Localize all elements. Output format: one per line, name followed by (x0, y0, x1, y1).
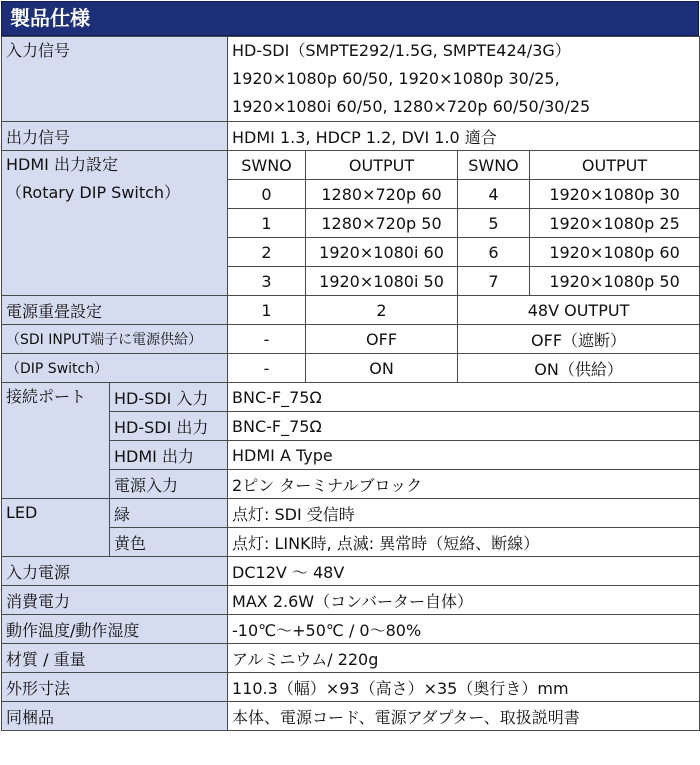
led-name: 緑 (110, 499, 228, 528)
swno-cell: 3 (228, 267, 306, 296)
spec-row (2, 673, 700, 702)
port-row (2, 383, 700, 412)
output-cell: 1280×720p 60 (306, 180, 458, 209)
led-name: 黄色 (110, 528, 228, 557)
dip-2-header: 2 (306, 296, 458, 325)
spec-row (2, 644, 700, 673)
hdmi-setting-label-2: （Rotary DIP Switch） (6, 183, 181, 202)
spec-label: 入力電源 (2, 557, 228, 586)
port-name: HD-SDI 出力 (110, 412, 228, 441)
output-cell: 1920×1080p 60 (530, 238, 700, 267)
input-signal-line: 1920×1080p 60/50, 1920×1080p 30/25, (232, 69, 560, 88)
output-cell: 1280×720p 50 (306, 209, 458, 238)
swno-cell: 4 (458, 180, 530, 209)
spec-row (2, 557, 700, 586)
port-name: HDMI 出力 (110, 441, 228, 470)
spec-label: 外形寸法 (2, 673, 228, 702)
power-overlay-label-3: （DIP Switch） (2, 354, 228, 383)
hdmi-setting-label-1: HDMI 出力設定 (6, 155, 118, 174)
spec-value: DC12V 〜 48V (228, 557, 700, 586)
swno-cell: 6 (458, 238, 530, 267)
output-signal-label: 出力信号 (2, 122, 228, 151)
swno-cell: 1 (228, 209, 306, 238)
power-overlay-row (2, 325, 700, 354)
port-value: BNC-F_75Ω (228, 383, 700, 412)
48v-output-cell: ON（供給） (458, 354, 700, 383)
spec-value: 本体、電源コード、電源アダプター、取扱説明書 (228, 702, 700, 731)
output-cell: 1920×1080i 50 (306, 267, 458, 296)
row-input-signal (2, 37, 700, 122)
dip-1-cell: - (228, 325, 306, 354)
swno-cell: 5 (458, 209, 530, 238)
input-signal-line: 1920×1080i 60/50, 1280×720p 60/50/30/25 (232, 97, 591, 116)
port-value: 2ピン ターミナルブロック (228, 470, 700, 499)
output-signal-value: HDMI 1.3, HDCP 1.2, DVI 1.0 適合 (228, 122, 700, 151)
output-cell: 1920×1080p 25 (530, 209, 700, 238)
spec-label: 動作温度/動作湿度 (2, 615, 228, 644)
led-label: LED (2, 499, 110, 557)
spec-row (2, 615, 700, 644)
output-header: OUTPUT (306, 151, 458, 180)
swno-cell: 0 (228, 180, 306, 209)
row-output-signal (2, 122, 700, 151)
output-cell: 1920×1080p 50 (530, 267, 700, 296)
spec-row (2, 702, 700, 731)
dip-1-header: 1 (228, 296, 306, 325)
spec-value: アルミニウム/ 220g (228, 644, 700, 673)
swno-header: SWNO (228, 151, 306, 180)
spec-table (1, 36, 700, 731)
port-value: BNC-F_75Ω (228, 412, 700, 441)
power-overlay-row (2, 354, 700, 383)
port-value: HDMI A Type (228, 441, 700, 470)
row-hdmi-setting-head (2, 151, 700, 180)
dip-2-cell: ON (306, 354, 458, 383)
48v-output-header: 48V OUTPUT (458, 296, 700, 325)
spec-value: 110.3（幅）×93（高さ）×35（奥行き）mm (228, 673, 700, 702)
48v-output-cell: OFF（遮断） (458, 325, 700, 354)
dip-1-cell: - (228, 354, 306, 383)
power-overlay-label-2: （SDI INPUT端子に電源供給） (2, 325, 228, 354)
row-power-overlay-head (2, 296, 700, 325)
spec-label: 消費電力 (2, 586, 228, 615)
input-signal-label: 入力信号 (2, 37, 228, 122)
spec-label: 材質 / 重量 (2, 644, 228, 673)
page-title: 製品仕様 (1, 1, 699, 36)
power-overlay-label-1: 電源重畳設定 (2, 296, 228, 325)
hdmi-setting-label (2, 151, 228, 296)
spec-sheet (1, 1, 699, 763)
port-name: HD-SDI 入力 (110, 383, 228, 412)
input-signal-line: HD-SDI（SMPTE292/1.5G, SMPTE424/3G） (232, 41, 571, 60)
spec-row (2, 586, 700, 615)
led-row (2, 499, 700, 528)
ports-label: 接続ポート (2, 383, 110, 499)
output-cell: 1920×1080i 60 (306, 238, 458, 267)
input-signal-value (228, 37, 700, 122)
swno-header: SWNO (458, 151, 530, 180)
output-header: OUTPUT (530, 151, 700, 180)
swno-cell: 2 (228, 238, 306, 267)
spec-label: 同梱品 (2, 702, 228, 731)
led-value: 点灯: LINK時, 点滅: 異常時（短絡、断線） (228, 528, 700, 557)
swno-cell: 7 (458, 267, 530, 296)
spec-value: MAX 2.6W（コンバーター自体） (228, 586, 700, 615)
dip-2-cell: OFF (306, 325, 458, 354)
port-name: 電源入力 (110, 470, 228, 499)
spec-value: -10℃〜+50℃ / 0〜80% (228, 615, 700, 644)
led-value: 点灯: SDI 受信時 (228, 499, 700, 528)
output-cell: 1920×1080p 30 (530, 180, 700, 209)
